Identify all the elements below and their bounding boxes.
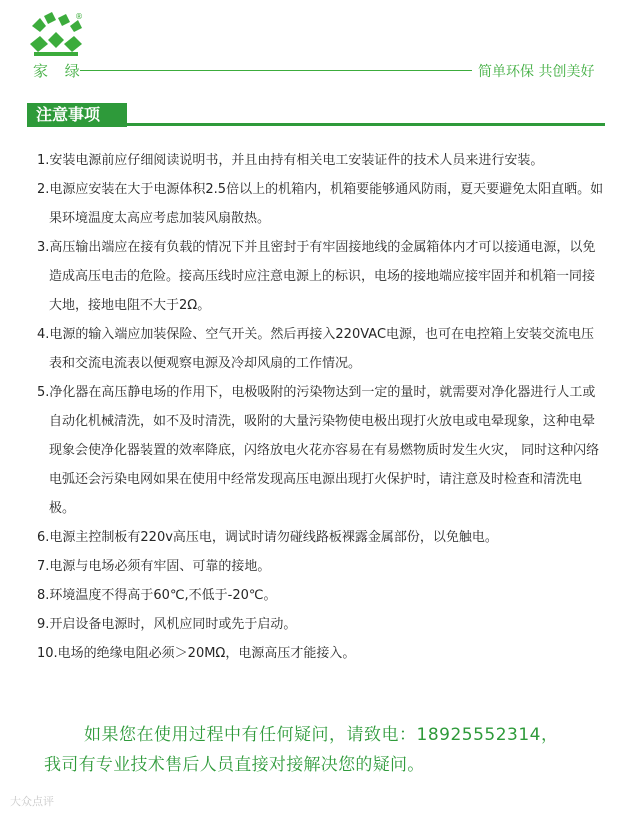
brand-name: 家 绿 [33, 62, 86, 80]
contact-support-line: 我司有专业技术售后人员直接对接解决您的疑问。 [44, 755, 425, 775]
note-item: 2.电源应安装在大于电源体积2.5倍以上的机箱内，机箱要能够通风防雨，夏天要避免太阳直晒。如果环境温度太高应考虑加装风扇散热。 [37, 182, 604, 226]
notes-list [37, 146, 607, 668]
contact-block [44, 720, 634, 780]
note-item: 6.电源主控制板有220v高压电，调试时请勿碰线路板裸露金属部份，以免触电。 [37, 530, 498, 545]
header-divider [80, 70, 472, 71]
header-slogan: 简单环保 共创美好 [478, 64, 595, 80]
note-item: 10.电场的绝缘电阻必须＞20MΩ，电源高压才能接入。 [37, 646, 356, 661]
note-item: 5.净化器在高压静电场的作用下，电极吸附的污染物达到一定的量时，就需要对净化器进行人工或自动化机械清洗，如不及时清洗，吸附的大量污染物使电极出现打火放电或电晕现象，这种电晕现象会使净化器装置的效率降底，闪络放电火花亦容易在有易燃物质时发生火灾， 同时这种闪络电弧还会污染电网如果在使用中经常发现高压电源出现打火保护时，请注意及时检查和清洗电极。 [37, 385, 600, 516]
section-header [27, 103, 605, 127]
note-item: 3.高压输出端应在接有负载的情况下并且密封于有牢固接地线的金属箱体内才可以接通电源，以免造成高压电击的危险。接高压线时应注意电源上的标识，电场的接地端应接牢固并和机箱一同接大地，接地电阻不大于2Ω。 [37, 240, 596, 313]
contact-phone-line: 如果您在使用过程中有任何疑问，请致电：18925552314， [84, 725, 559, 745]
section-title: 注意事项 [27, 103, 127, 127]
note-item: 4.电源的输入端应加装保险、空气开关。然后再接入220VAC电源，也可在电控箱上安装交流电压表和交流电流表以便观察电源及冷却风扇的工作情况。 [37, 327, 595, 371]
note-item: 1.安装电源前应仔细阅读说明书，并且由持有相关电工安装证件的技术人员来进行安装。 [37, 153, 544, 168]
note-item: 7.电源与电场必须有牢固、可靠的接地。 [37, 559, 271, 574]
header [0, 0, 643, 90]
registered-mark: ® [75, 12, 83, 21]
watermark: 大众点评 [10, 795, 54, 808]
note-item: 9.开启设备电源时，风机应同时或先于启动。 [37, 617, 297, 632]
note-item: 8.环境温度不得高于60℃,不低于-20℃。 [37, 588, 277, 603]
section-divider [127, 123, 605, 126]
